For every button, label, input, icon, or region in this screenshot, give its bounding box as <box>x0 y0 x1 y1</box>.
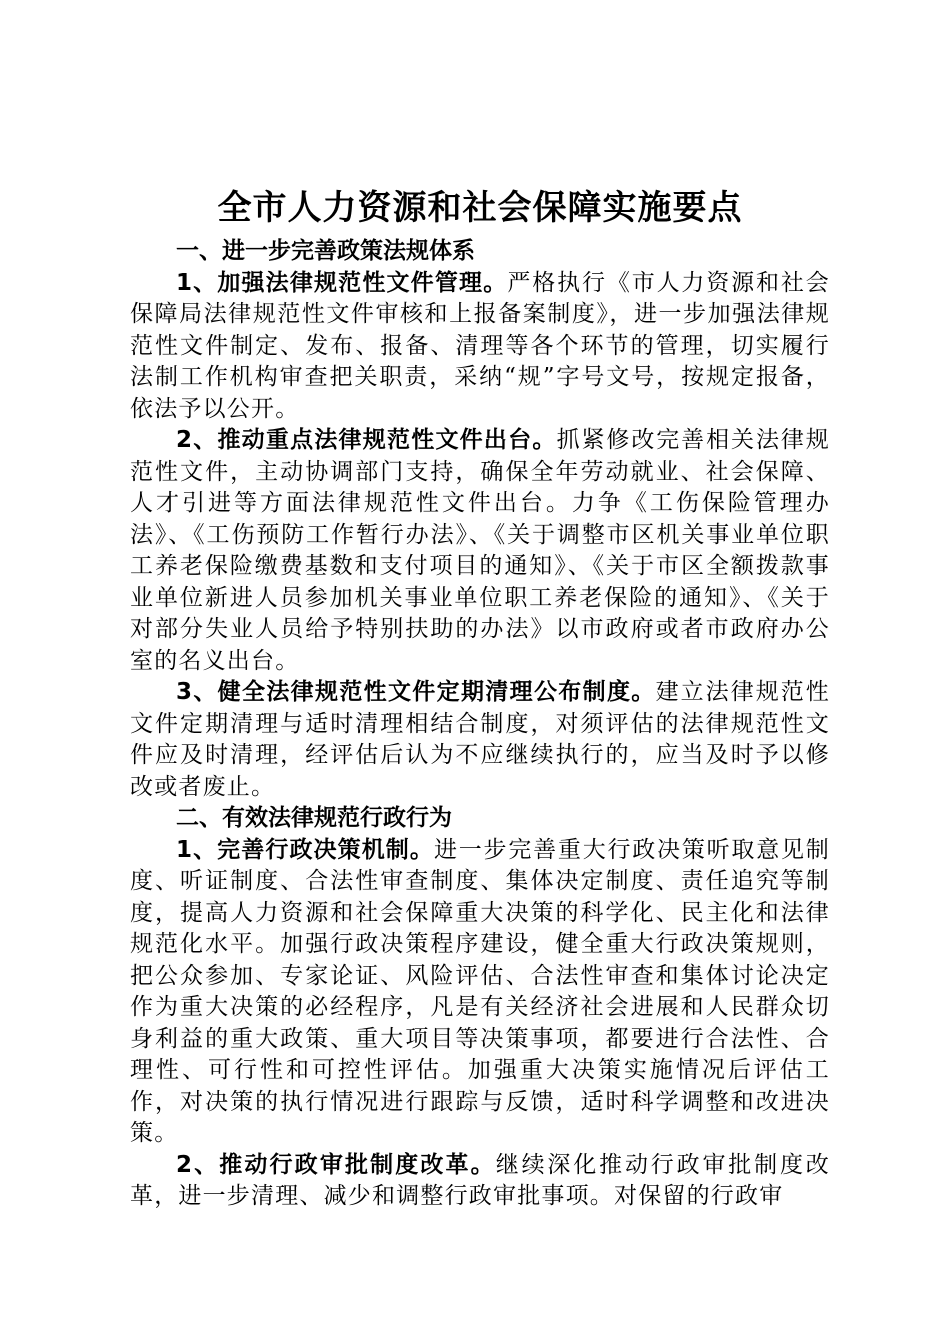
paragraph-2-2 <box>130 1150 830 1213</box>
paragraph-lead: 2、推动行政审批制度改革。 <box>176 1151 496 1178</box>
paragraph-text: 建立法律规范性文件定期清理与适时清理相结合制度，对须评估的法律规范性文件应及时清理，经评估后认为不应继续执行的，应当及时予以修改或者废止。 <box>130 679 830 800</box>
paragraph-lead: 1、加强法律规范性文件管理。 <box>176 269 508 296</box>
paragraph-1-2 <box>130 425 830 677</box>
section-heading-2: 二、有效法律规范行政行为 <box>176 805 452 831</box>
paragraph-lead: 1、完善行政决策机制。 <box>176 836 434 863</box>
document-page <box>130 182 830 1213</box>
paragraph-lead: 3、健全法律规范性文件定期清理公布制度。 <box>176 679 656 705</box>
paragraph-1-1 <box>130 268 830 426</box>
paragraph-lead: 2、推动重点法律规范性文件出台。 <box>176 427 557 453</box>
paragraph-text: 进一步完善重大行政决策听取意见制度、听证制度、合法性审查制度、集体决定制度、责任追究等制度，提高人力资源和社会保障重大决策的科学化、民主化和法律规范化水平。加强行政决策程序建设，健全重大行政决策规则，把公众参加、专家论证、风险评估、合法性审查和集体讨论决定作为重大决策的必经程序，凡是有关经济社会进展和人民群众切身利益的重大政策、重大项目等决策事项，都要进行合法性、合理性、可行性和可控性评估。加强重大决策实施情况后评估工作，对决策的执行情况进行跟踪与反馈，适时科学调整和改进决策。 <box>130 836 830 1146</box>
paragraph-text: 严格执行《市人力资源和社会保障局法律规范性文件审核和上报备案制度》，进一步加强法律规范性文件制定、发布、报备、清理等各个环节的管理，切实履行法制工作机构审查把关职责，采纳“规”字号文号，按规定报备，依法予以公开。 <box>130 269 830 422</box>
paragraph-text: 抓紧修改完善相关法律规范性文件，主动协调部门支持，确保全年劳动就业、社会保障、人才引进等方面法律规范性文件出台。力争《工伤保险管理办法》、《工伤预防工作暂行办法》、《关于调整市区机关事业单位职工养老保险缴费基数和支付项目的通知》、《关于市区全额拨款事业单位新进人员参加机关事业单位职工养老保险的通知》、《关于对部分失业人员给予特别扶助的办法》以市政府或者市政府办公室的名义出台。 <box>130 427 830 674</box>
paragraph-text: 继续深化推动行政审批制度改革，进一步清理、减少和调整行政审批事项。对保留的行政审 <box>130 1151 830 1209</box>
document-title: 全市人力资源和社会保障实施要点 <box>217 188 743 228</box>
paragraph-2-1 <box>130 835 830 1150</box>
paragraph-1-3 <box>130 677 830 803</box>
section-heading-1: 一、进一步完善政策法规体系 <box>176 238 475 264</box>
